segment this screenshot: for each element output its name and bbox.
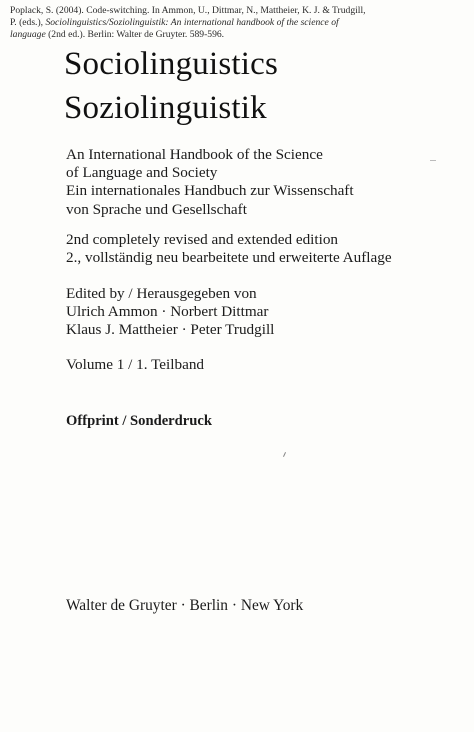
book-subtitle: [66, 146, 354, 219]
scan-speck: [430, 160, 436, 161]
edition-statement: [66, 231, 392, 267]
volume-label: Volume 1 / 1. Teilband: [66, 356, 205, 373]
editors-block: [66, 285, 274, 340]
citation-line-2: [10, 17, 460, 29]
edited-by-label: Edited by / Herausgegeben von: [66, 285, 257, 302]
edition-line-german: 2., vollständig neu bearbeitete und erweiterte Auflage: [66, 249, 392, 267]
offprint-label: Offprint / Sonderdruck: [66, 413, 212, 429]
citation-line-2-italic: Sociolinguistics/Soziolinguistik: An international handbook of the science of: [45, 17, 339, 29]
citation-note: [10, 5, 460, 42]
editors-line-2: Klaus J. Mattheier · Peter Trudgill: [66, 321, 275, 339]
book-title-english: Sociolinguistics: [64, 46, 279, 82]
subtitle-line-2: of Language and Society: [66, 164, 218, 182]
citation-line-2-plain: P. (eds.),: [10, 17, 46, 29]
citation-line-1: Poplack, S. (2004). Code-switching. In Ammon, U., Dittmar, N., Mattheier, K. J. & Trudgill,: [10, 5, 366, 16]
edition-line-english: 2nd completely revised and extended edition: [66, 231, 339, 248]
scan-speck: [283, 452, 286, 457]
subtitle-line-4: von Sprache und Gesellschaft: [66, 200, 247, 218]
editors-line-1: Ulrich Ammon · Norbert Dittmar: [66, 303, 269, 321]
citation-line-3-italic: language: [10, 29, 46, 41]
citation-line-3-plain: (2nd ed.). Berlin: Walter de Gruyter. 589-596.: [45, 29, 225, 41]
citation-line-3: [10, 29, 460, 41]
subtitle-line-1: An International Handbook of the Science: [66, 146, 323, 163]
book-title-german: Soziolinguistik: [64, 90, 267, 126]
subtitle-line-3: Ein internationales Handbuch zur Wissenschaft: [66, 182, 354, 200]
publisher-imprint: Walter de Gruyter · Berlin · New York: [66, 597, 304, 614]
